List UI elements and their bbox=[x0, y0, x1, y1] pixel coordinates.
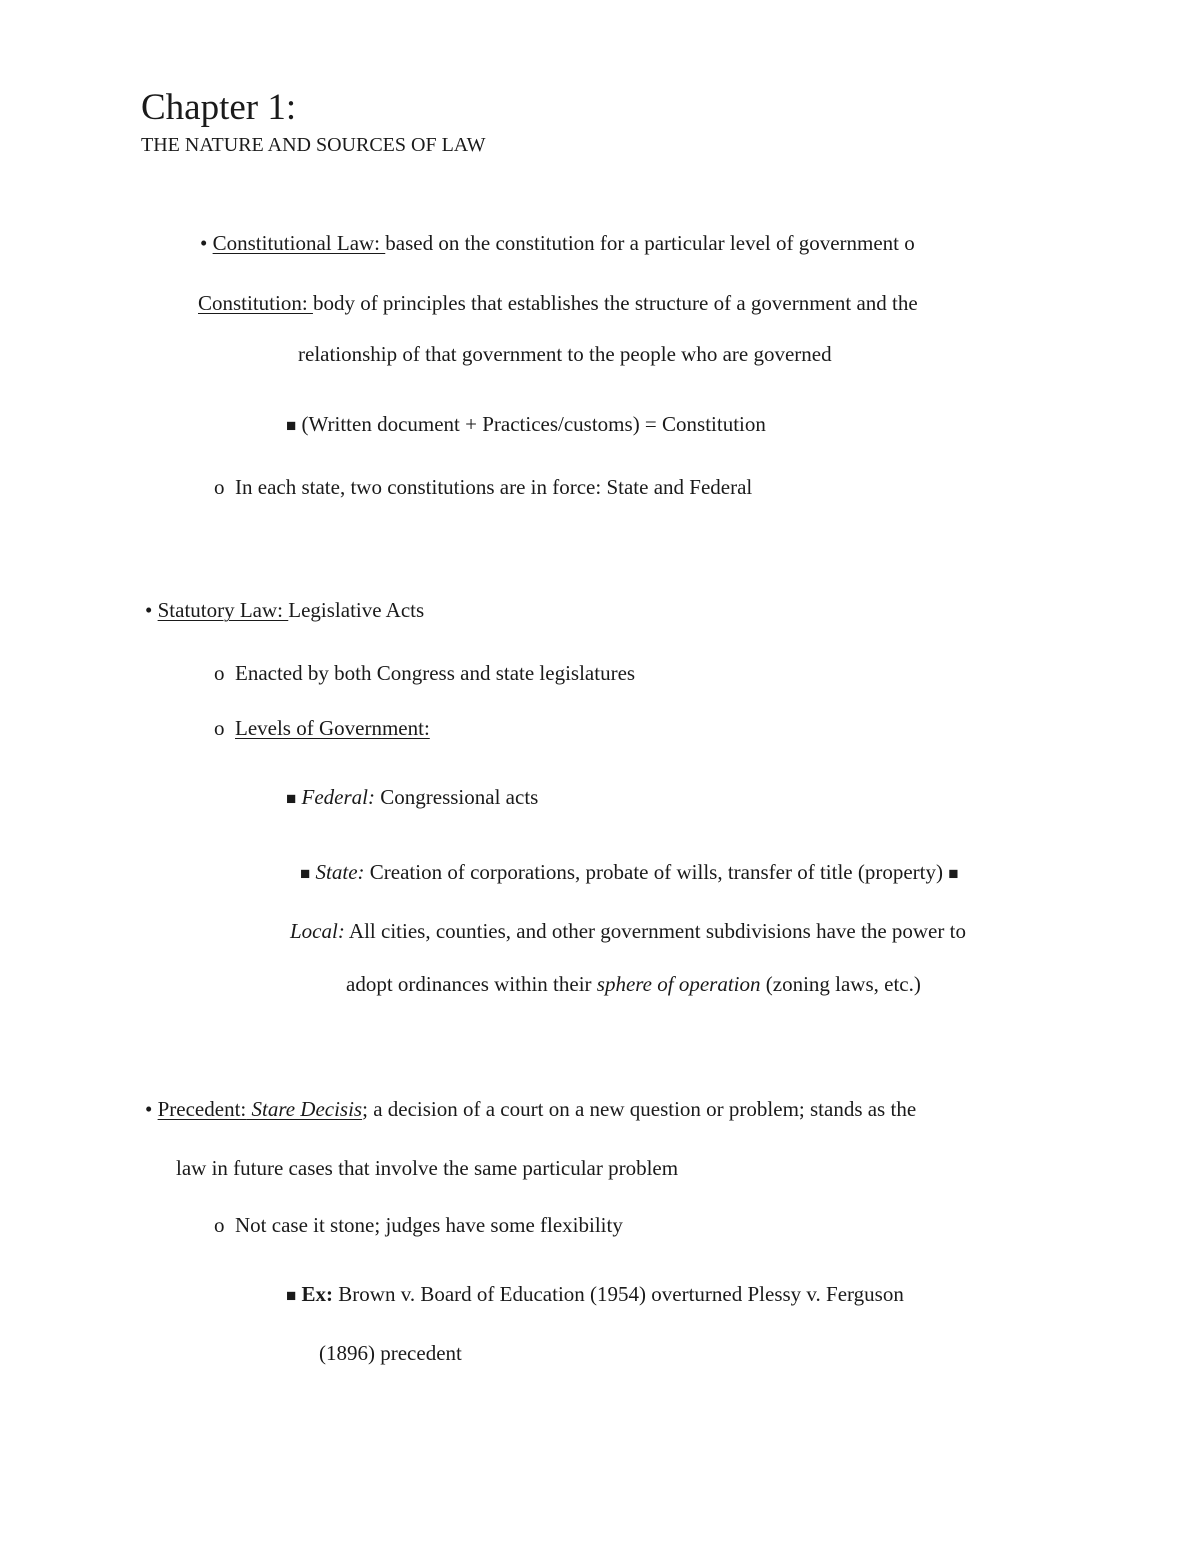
circle-marker: o bbox=[214, 475, 225, 499]
chapter-title: Chapter 1: bbox=[141, 87, 297, 128]
circle-marker: o bbox=[214, 661, 225, 685]
example-text: Brown v. Board of Education (1954) overturned Plessy v. Ferguson bbox=[333, 1282, 904, 1306]
constitution-formula-item bbox=[286, 411, 766, 439]
circle-marker: o bbox=[214, 716, 225, 740]
enacted-item bbox=[214, 660, 635, 686]
square-marker: ■ bbox=[300, 864, 311, 883]
example-label: Ex: bbox=[301, 1282, 334, 1306]
constitution-item bbox=[198, 290, 918, 316]
precedent-term: Precedent: Stare Decisis bbox=[157, 1097, 363, 1121]
statutory-law-definition: Legislative Acts bbox=[288, 598, 425, 622]
federal-term: Federal: bbox=[301, 785, 376, 809]
constitutional-law-term: Constitutional Law: bbox=[212, 231, 386, 255]
local-definition: All cities, counties, and other government subdivisions have the power to bbox=[344, 919, 966, 943]
levels-of-government-heading: Levels of Government: bbox=[235, 716, 430, 740]
bullet-marker: • bbox=[200, 231, 208, 255]
example-continued: (1896) precedent bbox=[319, 1341, 462, 1365]
state-definition: Creation of corporations, probate of wills, transfer of title (property) bbox=[364, 860, 943, 884]
bullet-marker: • bbox=[145, 598, 153, 622]
local-cont-text: adopt ordinances within their bbox=[346, 972, 597, 996]
federal-item bbox=[286, 784, 538, 812]
local-definition-continued bbox=[346, 971, 921, 997]
precedent-definition: ; a decision of a court on a new question or problem; stands as the bbox=[362, 1097, 917, 1121]
constitution-definition-continued: relationship of that government to the people who are governed bbox=[298, 342, 832, 366]
statutory-law-item bbox=[145, 597, 424, 623]
chapter-subtitle: THE NATURE AND SOURCES OF LAW bbox=[141, 134, 486, 156]
bullet-marker: • bbox=[145, 1097, 153, 1121]
precedent-definition-continued: law in future cases that involve the same particular problem bbox=[176, 1156, 679, 1180]
enacted-text: Enacted by both Congress and state legislatures bbox=[235, 661, 636, 685]
state-term: State: bbox=[315, 860, 365, 884]
local-cont-end: (zoning laws, etc.) bbox=[760, 972, 921, 996]
square-marker: ■ bbox=[948, 864, 959, 883]
flexibility-item bbox=[214, 1212, 623, 1238]
sphere-of-operation-term: sphere of operation bbox=[596, 972, 761, 996]
constitution-definition: body of principles that establishes the structure of a government and the bbox=[312, 291, 918, 315]
precedent-item bbox=[145, 1096, 916, 1122]
levels-of-government-item bbox=[214, 715, 430, 741]
local-term: Local: bbox=[290, 919, 345, 943]
square-marker: ■ bbox=[286, 789, 297, 808]
square-marker: ■ bbox=[286, 1286, 297, 1305]
state-item bbox=[300, 859, 959, 887]
square-marker: ■ bbox=[286, 416, 297, 435]
constitutional-law-definition: based on the constitution for a particular level of government o bbox=[385, 231, 915, 255]
federal-definition: Congressional acts bbox=[375, 785, 539, 809]
stare-decisis-term: Stare Decisis bbox=[246, 1097, 363, 1121]
constitutional-law-item bbox=[200, 230, 915, 256]
flexibility-text: Not case it stone; judges have some flexibility bbox=[235, 1213, 623, 1237]
two-constitutions-text: In each state, two constitutions are in force: State and Federal bbox=[235, 475, 753, 499]
statutory-law-term: Statutory Law: bbox=[157, 598, 289, 622]
two-constitutions-item bbox=[214, 474, 752, 500]
circle-marker: o bbox=[214, 1213, 225, 1237]
example-item bbox=[286, 1281, 904, 1309]
local-item bbox=[290, 918, 966, 944]
constitution-term: Constitution: bbox=[198, 291, 313, 315]
constitution-formula: (Written document + Practices/customs) = Constitution bbox=[301, 412, 766, 436]
